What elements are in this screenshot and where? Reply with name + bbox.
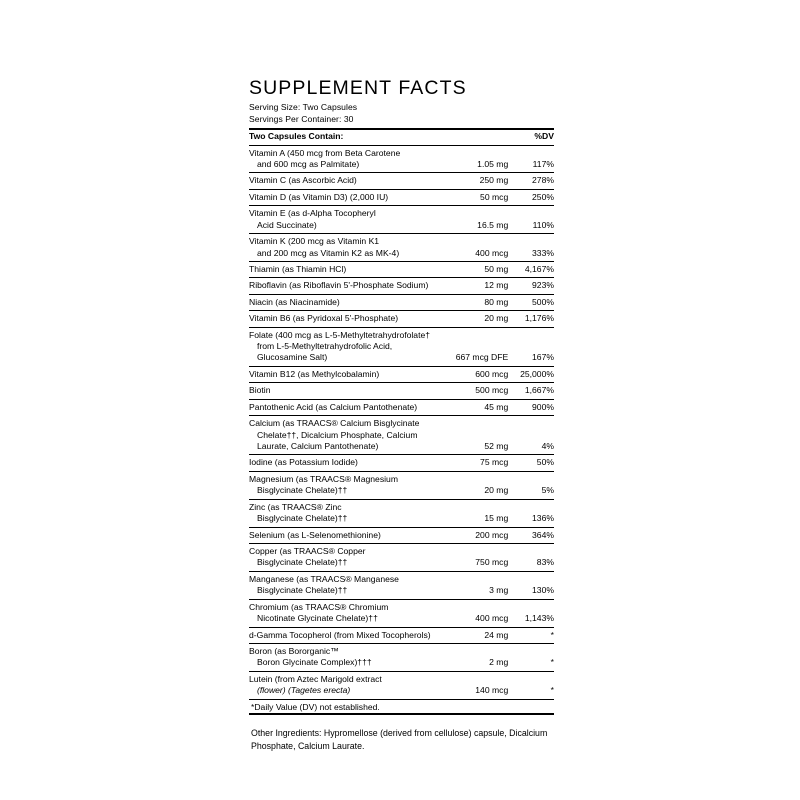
nutrient-name-line2: Chelate††, Dicalcium Phosphate, Calcium [257, 429, 418, 440]
nutrient-name-line3: Laurate, Calcium Pantothenate) [257, 441, 379, 452]
nutrient-dv: 136% [508, 499, 554, 527]
nutrient-name: d-Gamma Tocopherol (from Mixed Tocopherols) [249, 629, 431, 640]
nutrient-amount: 2 mg [450, 643, 508, 671]
nutrient-name: Vitamin D (as Vitamin D3) (2,000 IU) [249, 191, 389, 202]
nutrient-dv: 25,000% [508, 366, 554, 382]
nutrient-amount: 45 mg [450, 399, 508, 415]
nutrient-name-line2: and 200 mcg as Vitamin K2 as MK-4) [257, 247, 400, 258]
nutrient-amount: 750 mcg [450, 543, 508, 571]
table-row [249, 671, 554, 699]
table-row [249, 543, 554, 571]
nutrient-dv: 364% [508, 527, 554, 543]
table-row [249, 399, 554, 415]
table-row [249, 627, 554, 643]
nutrient-name-line2: Nicotinate Glycinate Chelate)†† [257, 613, 378, 624]
nutrient-dv: 117% [508, 145, 554, 173]
nutrient-amount: 75 mcg [450, 455, 508, 471]
nutrient-amount: 1.05 mg [450, 145, 508, 173]
page-title: SUPPLEMENT FACTS [249, 77, 467, 99]
table-row [249, 471, 554, 499]
table-row [249, 261, 554, 277]
dv-footnote: *Daily Value (DV) not established. [251, 702, 380, 713]
nutrient-name: Vitamin B12 (as Methylcobalamin) [249, 368, 380, 379]
nutrient-dv: 500% [508, 294, 554, 310]
table-row [249, 173, 554, 189]
nutrient-dv: 1,176% [508, 311, 554, 327]
table-row [249, 571, 554, 599]
nutrient-name-line2: Bisglycinate Chelate)†† [257, 513, 348, 524]
nutrient-name: Vitamin A (450 mcg from Beta Carotene [249, 147, 401, 158]
nutrient-dv: 83% [508, 543, 554, 571]
table-row [249, 294, 554, 310]
nutrient-amount: 80 mg [450, 294, 508, 310]
nutrient-name: Vitamin B6 (as Pyridoxal 5'-Phosphate) [249, 313, 399, 324]
nutrient-amount: 50 mcg [450, 189, 508, 205]
nutrient-dv: 278% [508, 173, 554, 189]
nutrient-amount: 12 mg [450, 278, 508, 294]
table-row [249, 455, 554, 471]
nutrient-amount: 400 mcg [450, 234, 508, 262]
nutrient-name-line2: Bisglycinate Chelate)†† [257, 585, 348, 596]
nutrient-name-line2: Bisglycinate Chelate)†† [257, 485, 348, 496]
nutrient-dv: 923% [508, 278, 554, 294]
table-header-row [249, 130, 554, 145]
col-header-dv: %DV [508, 130, 554, 145]
table-row [249, 366, 554, 382]
table-row [249, 499, 554, 527]
nutrient-name-line3: Glucosamine Salt) [257, 352, 328, 363]
other-ingredients: Other Ingredients: Hypromellose (derived from cellulose) capsule, Dicalcium Phosphate, Calcium Laurate. [251, 728, 548, 752]
nutrient-name: Riboflavin (as Riboflavin 5'-Phosphate Sodium) [249, 280, 429, 291]
nutrient-dv: 900% [508, 399, 554, 415]
nutrient-dv: * [508, 643, 554, 671]
nutrient-name: Zinc (as TRAACS® Zinc [249, 501, 342, 512]
nutrition-table [249, 130, 554, 699]
nutrient-name: Biotin [249, 385, 271, 396]
nutrient-name: Niacin (as Niacinamide) [249, 296, 340, 307]
table-row [249, 383, 554, 399]
nutrient-dv: 50% [508, 455, 554, 471]
nutrient-amount: 667 mcg DFE [450, 327, 508, 366]
nutrient-dv: 4,167% [508, 261, 554, 277]
nutrient-name-line2: from L-5-Methyltetrahydrofolic Acid, [257, 341, 393, 352]
table-row [249, 527, 554, 543]
nutrient-amount: 24 mg [450, 627, 508, 643]
col-header-name: Two Capsules Contain: [249, 130, 450, 145]
table-row [249, 327, 554, 366]
divider-bottom [249, 713, 554, 715]
nutrient-amount: 600 mcg [450, 366, 508, 382]
table-row [249, 416, 554, 455]
nutrient-name-line2: Boron Glycinate Complex)††† [257, 657, 372, 668]
table-row [249, 145, 554, 173]
nutrient-amount: 500 mcg [450, 383, 508, 399]
nutrient-name-line2: (flower) (Tagetes erecta) [257, 685, 351, 696]
nutrient-name-line2: Acid Succinate) [257, 219, 317, 230]
nutrient-name: Boron (as Bororganic™ [249, 645, 339, 656]
nutrient-amount: 250 mg [450, 173, 508, 189]
nutrient-name: Iodine (as Potassium Iodide) [249, 457, 358, 468]
table-row [249, 311, 554, 327]
table-row [249, 189, 554, 205]
nutrient-name-line2: Bisglycinate Chelate)†† [257, 557, 348, 568]
nutrient-name: Vitamin K (200 mcg as Vitamin K1 [249, 236, 380, 247]
nutrient-amount: 15 mg [450, 499, 508, 527]
table-row [249, 599, 554, 627]
nutrient-name-line2: and 600 mcg as Palmitate) [257, 159, 360, 169]
serving-size: Serving Size: Two Capsules [249, 102, 358, 113]
nutrient-amount: 400 mcg [450, 599, 508, 627]
nutrient-amount: 140 mcg [450, 671, 508, 699]
nutrient-dv: * [508, 671, 554, 699]
nutrient-amount: 52 mg [450, 416, 508, 455]
nutrient-amount: 20 mg [450, 471, 508, 499]
nutrient-name: Lutein (from Aztec Marigold extract [249, 673, 382, 684]
col-header-amount [450, 130, 508, 145]
table-row [249, 234, 554, 262]
nutrient-name: Calcium (as TRAACS® Calcium Bisglycinate [249, 418, 420, 429]
nutrient-amount: 3 mg [450, 571, 508, 599]
nutrient-name: Folate (400 mcg as L-5-Methyltetrahydrofolate† [249, 329, 431, 340]
nutrient-dv: 1,667% [508, 383, 554, 399]
nutrient-name: Magnesium (as TRAACS® Magnesium [249, 473, 398, 484]
nutrient-dv: 1,143% [508, 599, 554, 627]
table-row [249, 643, 554, 671]
nutrient-dv: 110% [508, 206, 554, 234]
nutrient-name: Chromium (as TRAACS® Chromium [249, 601, 389, 612]
nutrient-dv: * [508, 627, 554, 643]
nutrient-name: Thiamin (as Thiamin HCl) [249, 263, 347, 274]
nutrient-amount: 16.5 mg [450, 206, 508, 234]
table-row [249, 278, 554, 294]
nutrient-dv: 250% [508, 189, 554, 205]
nutrient-name: Pantothenic Acid (as Calcium Pantothenate) [249, 401, 418, 412]
nutrient-name: Copper (as TRAACS® Copper [249, 545, 366, 556]
table-row [249, 206, 554, 234]
nutrient-dv: 5% [508, 471, 554, 499]
nutrient-amount: 50 mg [450, 261, 508, 277]
supplement-facts-panel [249, 78, 554, 753]
nutrient-amount: 200 mcg [450, 527, 508, 543]
nutrient-amount: 20 mg [450, 311, 508, 327]
nutrient-dv: 167% [508, 327, 554, 366]
servings-per-container: Servings Per Container: 30 [249, 113, 354, 124]
nutrient-dv: 333% [508, 234, 554, 262]
nutrient-dv: 130% [508, 571, 554, 599]
nutrient-name: Vitamin C (as Ascorbic Acid) [249, 175, 357, 186]
nutrient-name: Vitamin E (as d-Alpha Tocopheryl [249, 208, 376, 219]
nutrient-name: Manganese (as TRAACS® Manganese [249, 573, 399, 584]
nutrient-dv: 4% [508, 416, 554, 455]
nutrient-name: Selenium (as L-Selenomethionine) [249, 529, 381, 540]
